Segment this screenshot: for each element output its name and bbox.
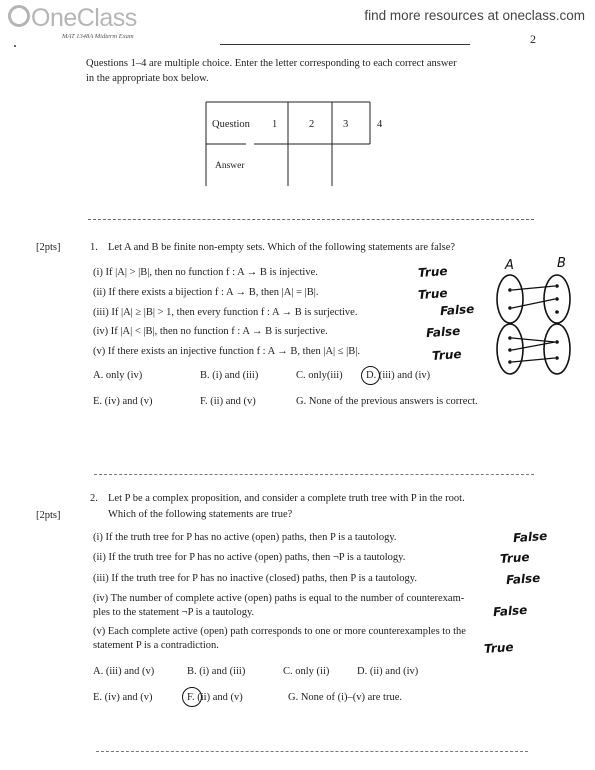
q2-option-a: A. (iii) and (v) — [93, 666, 155, 677]
q2-stem-line-2: Which of the following statements are true? — [108, 509, 293, 520]
q1-handwritten-iii: False — [439, 301, 475, 319]
q1-option-c: C. only(iii) — [296, 370, 343, 381]
q2-handwritten-iv: False — [492, 602, 528, 620]
tagline-link[interactable]: find more resources at oneclass.com — [364, 8, 585, 23]
q1-handwritten-v: True — [431, 346, 462, 364]
table-col-1: 1 — [272, 119, 278, 130]
q2-handwritten-ii: True — [499, 549, 530, 567]
q1-handwritten-i: True — [417, 263, 448, 281]
table-col-2: 2 — [309, 119, 315, 130]
q2-statement-i: (i) If the truth tree for P has no active (open) paths, then P is a tautology. — [93, 532, 397, 543]
q1-option-f: F. (ii) and (v) — [200, 396, 256, 407]
oneclass-logo[interactable] — [8, 4, 137, 33]
q1-statement-iv: (iv) If |A| < |B|, then no function f : A → B is surjective. — [93, 326, 328, 337]
course-header: MAT 1348A Midterm Exam — [62, 33, 134, 40]
q2-option-d: D. (ii) and (iv) — [357, 666, 419, 677]
q1-statement-i: (i) If |A| > |B|, then no function f : A → B is injective. — [93, 267, 318, 278]
q2-statement-iv-line-1: (iv) The number of complete active (open) paths is equal to the number of counterexam- — [93, 593, 465, 604]
q2-option-g: G. None of (i)–(v) are true. — [288, 692, 402, 703]
table-answer-label: Answer — [215, 161, 245, 171]
q2-number: 2. — [90, 493, 98, 504]
q1-selected-circle — [361, 366, 380, 385]
q2-option-e: E. (iv) and (v) — [93, 692, 153, 703]
q1-option-g: G. None of the previous answers is correct. — [296, 396, 478, 407]
bottom-separator — [96, 751, 528, 752]
q2-stem-line-1: Let P be a complex proposition, and consider a complete truth tree with P in the root. — [108, 493, 465, 504]
q2-handwritten-iii: False — [505, 570, 541, 588]
q1-statement-iii: (iii) If |A| ≥ |B| > 1, then every function f : A → B is surjective. — [93, 307, 358, 318]
q1-stem: Let A and B be finite non-empty sets. Which of the following statements are false? — [108, 242, 456, 253]
q1-option-e: E. (iv) and (v) — [93, 396, 153, 407]
table-question-label: Question — [212, 119, 250, 130]
margin-dot — [14, 45, 16, 47]
q2-separator — [94, 474, 534, 475]
q2-points: [2pts] — [36, 510, 61, 521]
q2-statement-ii: (ii) If the truth tree for P has no active (open) paths, then ¬P is a tautology. — [93, 552, 406, 563]
q1-option-b: B. (i) and (iii) — [200, 370, 259, 381]
table-col-3: 3 — [343, 119, 349, 130]
diagram-label-a: A — [505, 258, 514, 273]
page-number: 2 — [530, 32, 536, 46]
q2-option-b: B. (i) and (iii) — [187, 666, 246, 677]
q2-option-f: F. (ii) and (v) — [187, 692, 243, 703]
q1-handwritten-ii: True — [417, 285, 448, 303]
diagram-label-b: B — [557, 256, 566, 271]
header-rule — [220, 44, 470, 45]
q1-option-d: D. (iii) and (iv) — [366, 370, 431, 381]
q2-handwritten-v: True — [483, 639, 514, 657]
q1-option-a: A. only (iv) — [93, 370, 143, 381]
q2-selected-circle — [182, 687, 202, 707]
q2-statement-iv-line-2: ples to the statement ¬P is a tautology. — [93, 607, 255, 618]
q1-statement-ii: (ii) If there exists a bijection f : A → B, then |A| = |B|. — [93, 287, 319, 298]
q2-handwritten-i: False — [512, 528, 548, 546]
logo-text: OneClass — [31, 4, 137, 32]
q2-statement-v-line-1: (v) Each complete active (open) path corresponds to one or more counterexamples to the — [93, 626, 466, 637]
q2-statement-iii: (iii) If the truth tree for P has no inactive (closed) paths, then P is a tautology. — [93, 573, 417, 584]
table-col-4: 4 — [377, 119, 383, 130]
set-mapping-diagram — [492, 272, 582, 382]
instructions-line-1: Questions 1–4 are multiple choice. Enter the letter corresponding to each correct answer — [86, 58, 457, 69]
answer-table — [204, 100, 374, 190]
q2-statement-v-line-2: statement P is a contradiction. — [93, 640, 219, 651]
q1-number: 1. — [90, 242, 98, 253]
q1-points: [2pts] — [36, 242, 61, 253]
q2-option-c: C. only (ii) — [283, 666, 330, 677]
q1-statement-v: (v) If there exists an injective function f : A → B, then |A| ≤ |B|. — [93, 346, 360, 357]
logo-ring-icon — [8, 5, 30, 27]
instructions-line-2: in the appropriate box below. — [86, 73, 209, 84]
q1-handwritten-iv: False — [425, 323, 461, 341]
q1-separator — [88, 219, 534, 220]
